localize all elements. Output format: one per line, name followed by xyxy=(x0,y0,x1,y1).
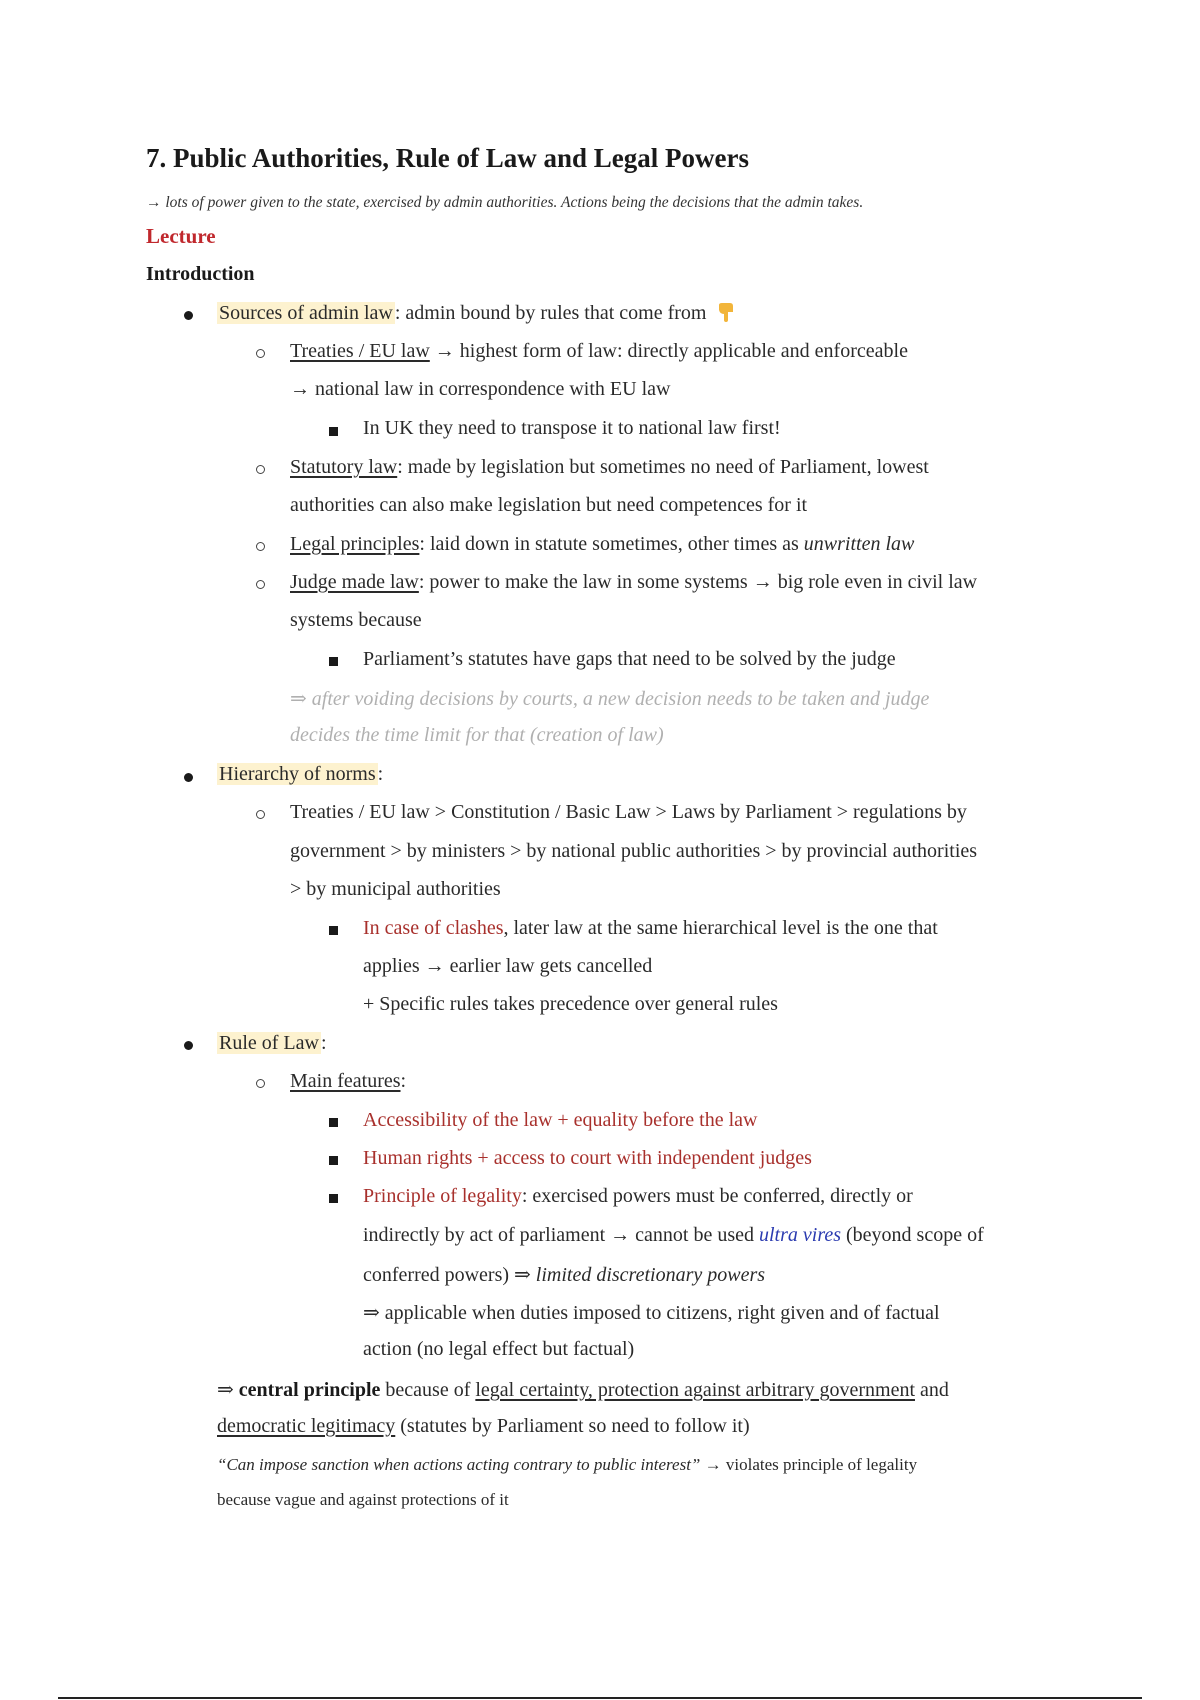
treaties-line-2: → national law in correspondence with EU law xyxy=(290,378,671,400)
feature-3-line-2: indirectly by act of parliament → cannot be used ultra vires (beyond scope of xyxy=(363,1224,984,1246)
principles-label: Legal principles xyxy=(290,533,420,555)
judge-faded-2: decides the time limit for that (creation of law) xyxy=(290,724,664,746)
footer-divider xyxy=(58,1697,1142,1699)
pointing-down-hand-icon xyxy=(715,301,737,323)
sources-line: Sources of admin law : admin bound by rules that come from xyxy=(217,301,737,325)
rule-of-law-line: Rule of Law : xyxy=(219,1032,327,1054)
judge-line: Judge made law: power to make the law in some systems → big role even in civil law xyxy=(290,571,978,593)
feature-3-line-3: conferred powers) ⇒ limited discretionary powers xyxy=(363,1264,766,1286)
judge-sub: Parliament’s statutes have gaps that need to be solved by the judge xyxy=(363,648,896,670)
judge-line-2: systems because xyxy=(290,609,422,631)
page-title: 7. Public Authorities, Rule of Law and Legal Powers xyxy=(146,143,750,173)
quote-line-2: because vague and against protections of it xyxy=(217,1490,509,1509)
bullet-disc xyxy=(184,311,193,320)
bullet-circle xyxy=(256,580,265,589)
hierarchy-line: Hierarchy of norms : xyxy=(219,763,384,785)
hierarchy-line-2: government > by ministers > by national public authorities > by provincial authorities xyxy=(290,840,978,862)
bullet-square xyxy=(329,427,338,436)
feature-3-line-4: ⇒ applicable when duties imposed to citizens, right given and of factual xyxy=(363,1302,940,1324)
treaties-sub: In UK they need to transpose it to national law first! xyxy=(363,417,781,439)
main-features-line: Main features: xyxy=(290,1070,407,1092)
rule-of-law-label: Rule of Law xyxy=(219,1032,319,1054)
bullet-circle xyxy=(256,542,265,551)
bullet-square xyxy=(329,1118,338,1127)
treaties-line: Treaties / EU law → highest form of law: directly applicable and enforceable xyxy=(290,340,908,362)
quote-line: “Can impose sanction when actions acting contrary to public interest” → violates principle of legality xyxy=(217,1455,918,1474)
feature-2: Human rights + access to court with independent judges xyxy=(363,1147,812,1169)
clash-line: In case of clashes, later law at the same hierarchical level is the one that xyxy=(363,917,938,939)
hierarchy-line-1: Treaties / EU law > Constitution / Basic Law > Laws by Parliament > regulations by xyxy=(290,801,967,823)
statutory-label: Statutory law xyxy=(290,456,398,478)
statutory-line: Statutory law: made by legislation but sometimes no need of Parliament, lowest xyxy=(290,456,929,478)
hierarchy-label: Hierarchy of norms xyxy=(219,763,376,785)
statutory-line-2: authorities can also make legislation but need competences for it xyxy=(290,494,808,516)
feature-3: Principle of legality: exercised powers must be conferred, directly or xyxy=(363,1185,913,1207)
bullet-square xyxy=(329,1156,338,1165)
clash-line-2: applies → earlier law gets cancelled xyxy=(363,955,653,977)
bullet-circle xyxy=(256,349,265,358)
bullet-disc xyxy=(184,1041,193,1050)
sources-label: Sources of admin law xyxy=(219,302,393,324)
bullet-square xyxy=(329,926,338,935)
introduction-heading: Introduction xyxy=(146,263,255,285)
central-principle-line: ⇒ central principle because of legal certainty, protection against arbitrary government and xyxy=(217,1379,949,1401)
bullet-circle xyxy=(256,465,265,474)
feature-3-line-5: action (no legal effect but factual) xyxy=(363,1338,635,1360)
hierarchy-line-3: > by municipal authorities xyxy=(290,878,501,900)
subtitle: → lots of power given to the state, exercised by admin authorities. Actions being the decisions that the admin takes. xyxy=(146,194,864,211)
judge-faded-1: ⇒ after voiding decisions by courts, a new decision needs to be taken and judge xyxy=(290,688,930,710)
central-principle-line-2: democratic legitimacy (statutes by Parliament so need to follow it) xyxy=(217,1415,750,1437)
bullet-square xyxy=(329,1194,338,1203)
bullet-circle xyxy=(256,1079,265,1088)
lecture-heading: Lecture xyxy=(146,224,216,248)
principles-line: Legal principles: laid down in statute sometimes, other times as unwritten law xyxy=(290,533,915,555)
treaties-label: Treaties / EU law xyxy=(290,340,430,362)
judge-label: Judge made law xyxy=(290,571,419,593)
feature-1: Accessibility of the law + equality before the law xyxy=(363,1109,758,1131)
clash-line-3: + Specific rules takes precedence over general rules xyxy=(363,993,778,1015)
bullet-disc xyxy=(184,773,193,782)
bullet-square xyxy=(329,657,338,666)
bullet-circle xyxy=(256,810,265,819)
